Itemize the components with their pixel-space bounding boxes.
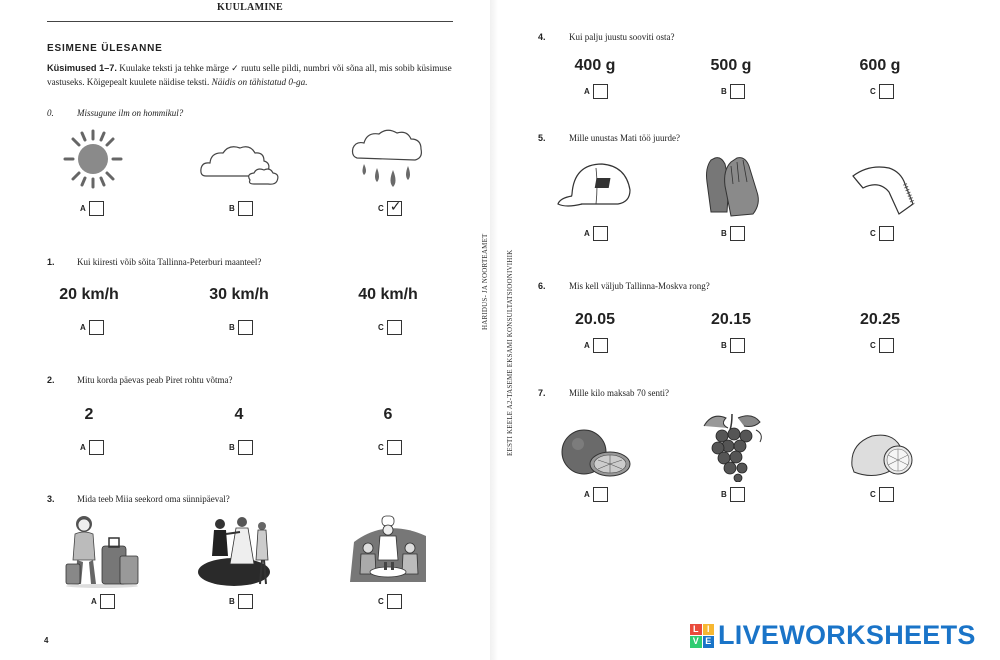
choice-letter: B (229, 323, 235, 332)
choice-letter: A (584, 229, 590, 238)
answer-checkbox[interactable] (593, 84, 608, 99)
answer-checkbox[interactable] (89, 440, 104, 455)
choice-letter: A (80, 204, 86, 213)
q0-choice-c[interactable] (378, 201, 402, 216)
logo-letter: I (703, 624, 715, 636)
logo-letter: E (703, 636, 715, 648)
q3-choice-a[interactable] (91, 594, 115, 609)
q4-option-c: 600 g (859, 57, 901, 74)
q4-number: 4. (538, 32, 546, 42)
gloves-icon (701, 152, 771, 218)
answer-checkbox-checked[interactable] (387, 201, 402, 216)
section-title: ESIMENE ÜLESANNE (47, 43, 163, 54)
q6-option-a: 20.05 (574, 311, 616, 328)
choice-letter: B (229, 204, 235, 213)
scarf-icon (849, 162, 917, 218)
q3-text: Mida teeb Miia seekord oma sünnipäeval? (77, 494, 230, 504)
q7-choice-a[interactable] (584, 487, 608, 502)
cap-icon (556, 158, 636, 216)
instructions-lead: Küsimused 1–7. (47, 63, 117, 73)
choice-letter: A (80, 443, 86, 452)
dancing-couple-icon (196, 512, 276, 588)
choice-letter: A (584, 87, 590, 96)
restaurant-icon (346, 512, 432, 588)
answer-checkbox[interactable] (238, 440, 253, 455)
spine-publisher: HARIDUS- JA NOORTEAMET (481, 233, 489, 330)
choice-letter: A (584, 490, 590, 499)
instructions-text-a: Kuulake teksti ja tehke märge (119, 63, 229, 73)
answer-checkbox[interactable] (593, 226, 608, 241)
q5-choice-b[interactable] (721, 226, 745, 241)
q7-choice-c[interactable] (870, 487, 894, 502)
q1-choice-b[interactable] (229, 320, 253, 335)
q2-option-b: 4 (234, 406, 244, 423)
instructions-text-b: ruutu selle pildi, numbri või sõna all, mis sobib küsimuse vastuseks. Kõigepealt kuulete näidise teksti. (47, 63, 452, 87)
q5-number: 5. (538, 133, 546, 143)
logo-letter: L (690, 624, 702, 636)
answer-checkbox[interactable] (238, 594, 253, 609)
q5-choice-c[interactable] (870, 226, 894, 241)
instructions (47, 61, 455, 89)
q2-number: 2. (47, 375, 55, 385)
q4-choice-b[interactable] (721, 84, 745, 99)
answer-checkbox[interactable] (730, 338, 745, 353)
q2-text: Mitu korda päevas peab Piret rohtu võtma? (77, 375, 233, 385)
q2-option-a: 2 (84, 406, 94, 423)
choice-letter: C (378, 323, 384, 332)
q6-choice-a[interactable] (584, 338, 608, 353)
q2-choice-b[interactable] (229, 440, 253, 455)
answer-checkbox[interactable] (879, 487, 894, 502)
choice-letter: A (91, 597, 97, 606)
choice-letter: C (870, 87, 876, 96)
q6-option-b: 20.15 (710, 311, 752, 328)
answer-checkbox[interactable] (100, 594, 115, 609)
checkmark-glyph: ✓ (231, 63, 239, 73)
choice-letter: B (229, 443, 235, 452)
choice-letter: B (721, 341, 727, 350)
choice-letter: C (378, 597, 384, 606)
answer-checkbox[interactable] (730, 226, 745, 241)
q7-number: 7. (538, 388, 546, 398)
page-header: KUULAMINE (216, 2, 284, 13)
q6-choice-b[interactable] (721, 338, 745, 353)
choice-letter: C (378, 204, 384, 213)
brand-name: LIVEWORKSHEETS (718, 620, 976, 650)
q4-choice-a[interactable] (584, 84, 608, 99)
liveworksheets-logo-icon (690, 624, 714, 648)
q3-choice-c[interactable] (378, 594, 402, 609)
q3-number: 3. (47, 494, 55, 504)
choice-letter: B (229, 597, 235, 606)
q4-text: Kui palju juustu sooviti osta? (569, 32, 675, 42)
q1-option-a: 20 km/h (59, 286, 119, 303)
page-number: 4 (44, 636, 49, 645)
choice-letter: C (870, 341, 876, 350)
choice-letter: B (721, 87, 727, 96)
q5-choice-a[interactable] (584, 226, 608, 241)
answer-checkbox[interactable] (730, 84, 745, 99)
choice-letter: C (870, 490, 876, 499)
q2-choice-a[interactable] (80, 440, 104, 455)
grapes-icon (698, 410, 768, 482)
q1-text: Kui kiiresti võib sõita Tallinna-Peterburi maanteel? (77, 257, 262, 267)
answer-checkbox[interactable] (879, 84, 894, 99)
choice-letter: B (721, 229, 727, 238)
answer-checkbox[interactable] (879, 226, 894, 241)
answer-checkbox[interactable] (387, 320, 402, 335)
clouds-icon (198, 140, 282, 190)
right-page (493, 0, 1000, 660)
q6-option-c: 20.25 (859, 311, 901, 328)
rain-cloud-icon (349, 128, 425, 194)
header-rule (47, 21, 453, 22)
q1-option-b: 30 km/h (209, 286, 269, 303)
answer-checkbox[interactable] (89, 201, 104, 216)
liveworksheets-brand (690, 620, 976, 651)
orange-icon (556, 424, 634, 480)
sun-icon (60, 128, 126, 190)
answer-checkbox[interactable] (89, 320, 104, 335)
answer-checkbox[interactable] (593, 487, 608, 502)
q2-option-c: 6 (383, 406, 393, 423)
q6-choice-c[interactable] (870, 338, 894, 353)
q6-text: Mis kell väljub Tallinna-Moskva rong? (569, 281, 710, 291)
choice-letter: C (870, 229, 876, 238)
answer-checkbox[interactable] (387, 440, 402, 455)
q0-choice-b[interactable] (229, 201, 253, 216)
q7-text: Mille kilo maksab 70 senti? (569, 388, 669, 398)
q4-option-b: 500 g (710, 57, 752, 74)
answer-checkbox[interactable] (879, 338, 894, 353)
q4-option-a: 400 g (574, 57, 616, 74)
instructions-example-note: Näidis on tähistatud 0-ga. (211, 77, 308, 87)
q7-choice-b[interactable] (721, 487, 745, 502)
q6-number: 6. (538, 281, 546, 291)
q2-choice-c[interactable] (378, 440, 402, 455)
q5-text: Mille unustas Mati töö juurde? (569, 133, 680, 143)
answer-checkbox[interactable] (593, 338, 608, 353)
choice-letter: B (721, 490, 727, 499)
answer-checkbox[interactable] (387, 594, 402, 609)
q1-number: 1. (47, 257, 55, 267)
q1-choice-a[interactable] (80, 320, 104, 335)
q1-option-c: 40 km/h (358, 286, 418, 303)
choice-letter: A (584, 341, 590, 350)
q0-choice-a[interactable] (80, 201, 104, 216)
answer-checkbox[interactable] (730, 487, 745, 502)
spine-title: EESTI KEELE A2-TASEME EKSAMI KONSULTATSIOONIVIHIK (506, 249, 514, 456)
answer-checkbox[interactable] (238, 320, 253, 335)
q1-choice-c[interactable] (378, 320, 402, 335)
traveler-icon (62, 512, 142, 588)
logo-letter: V (690, 636, 702, 648)
q4-choice-c[interactable] (870, 84, 894, 99)
choice-letter: A (80, 323, 86, 332)
q3-choice-b[interactable] (229, 594, 253, 609)
page-gutter (490, 0, 498, 660)
answer-checkbox[interactable] (238, 201, 253, 216)
lemon-icon (848, 430, 916, 478)
q0-text: Missugune ilm on hommikul? (77, 108, 184, 118)
choice-letter: C (378, 443, 384, 452)
q0-number: 0. (47, 108, 54, 118)
